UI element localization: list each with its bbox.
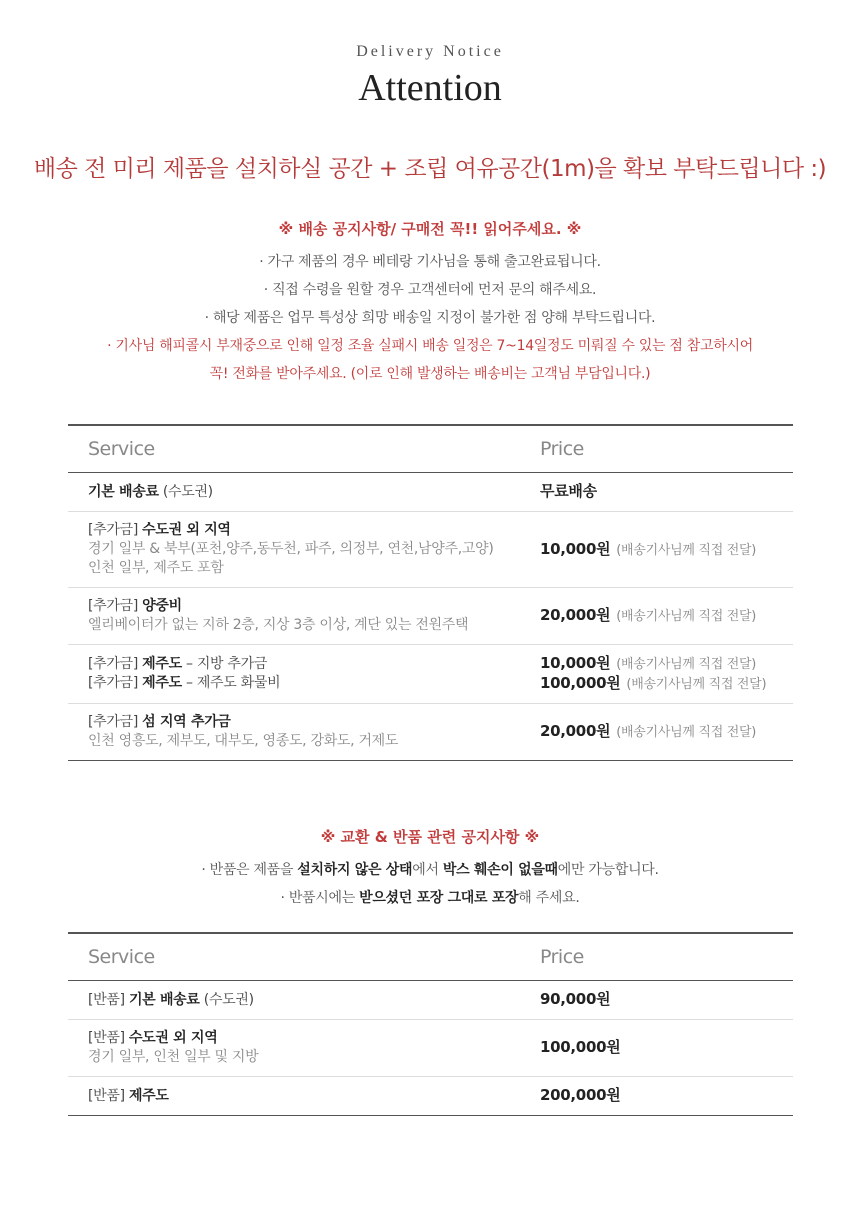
page-title: Attention xyxy=(358,67,502,109)
price-note: (배송기사님께 직접 전달) xyxy=(616,725,757,740)
price-column-header: Price xyxy=(540,933,793,981)
return-price-table xyxy=(68,932,793,1116)
service-description: 인천 영흥도, 제부도, 대부도, 영종도, 강화도, 거제도 xyxy=(88,733,399,749)
service-tag: [반품] xyxy=(88,1087,129,1104)
price-cell xyxy=(540,588,793,645)
headline-notice: 배송 전 미리 제품을 설치하실 공간 + 조립 여유공간(1m)을 확보 부탁드립니다 :) xyxy=(33,156,827,182)
table-header-row xyxy=(68,933,793,981)
price-amount: 200,000원 xyxy=(540,1086,621,1104)
table-row xyxy=(68,704,793,761)
service-name: 수도권 외 지역 xyxy=(142,522,231,538)
notice-emphasis: 받으셨던 포장 그대로 포장 xyxy=(359,890,519,906)
service-cell xyxy=(68,588,540,645)
price-cell xyxy=(540,473,793,512)
price-column-header: Price xyxy=(540,425,793,473)
service-name: 양중비 xyxy=(142,598,182,614)
service-cell xyxy=(68,981,540,1020)
table-row xyxy=(68,473,793,512)
price-cell xyxy=(540,981,793,1020)
return-notice xyxy=(0,826,860,912)
delivery-price-table xyxy=(68,424,793,761)
price-note: (배송기사님께 직접 전달) xyxy=(626,677,767,692)
service-tag: [추가금] xyxy=(88,656,143,672)
table-row xyxy=(68,981,793,1020)
service-cell xyxy=(68,473,540,512)
price-amount: 100,000원 xyxy=(540,674,621,692)
notice-emphasis: 박스 훼손이 없을때 xyxy=(442,862,558,878)
table-row xyxy=(68,512,793,588)
price-amount: 10,000원 xyxy=(540,539,611,558)
price-note: (배송기사님께 직접 전달) xyxy=(616,657,757,672)
service-name: 제주도 xyxy=(142,656,182,672)
delivery-notice xyxy=(0,218,860,388)
service-name: 수도권 외 지역 xyxy=(128,1030,218,1046)
service-tag: [추가금] xyxy=(88,714,143,730)
service-description: 인천 일부, 제주도 포함 xyxy=(88,560,224,576)
notice-text: · 반품시에는 xyxy=(280,890,360,906)
table-row xyxy=(68,1077,793,1116)
table-row xyxy=(68,645,793,704)
notice-line: · 해당 제품은 업무 특성상 희망 배송일 지정이 불가한 점 양해 부탁드립니다. xyxy=(204,310,656,326)
price-cell xyxy=(540,704,793,761)
price-note: (배송기사님께 직접 전달) xyxy=(616,609,757,624)
service-name: 기본 배송료 xyxy=(128,991,200,1008)
service-suffix: – 지방 추가금 xyxy=(181,656,268,672)
price-amount: 20,000원 xyxy=(540,606,611,624)
service-tag: [반품] xyxy=(88,991,129,1008)
notice-text: 에만 가능합니다. xyxy=(557,862,659,878)
notice-line: · 직접 수령을 원할 경우 고객센터에 먼저 문의 해주세요. xyxy=(263,282,597,298)
price-amount: 10,000원 xyxy=(540,654,611,672)
table-header-row xyxy=(68,425,793,473)
service-cell xyxy=(68,1077,540,1116)
service-column-header: Service xyxy=(68,425,540,473)
service-suffix: – 제주도 화물비 xyxy=(181,675,281,691)
table-row xyxy=(68,588,793,645)
delivery-notice-heading: ※ 배송 공지사항/ 구매전 꼭!! 읽어주세요. ※ xyxy=(278,220,582,238)
price-line xyxy=(540,654,793,674)
notice-text: 에서 xyxy=(412,862,443,878)
price-cell xyxy=(540,512,793,588)
price-cell xyxy=(540,645,793,704)
service-column-header: Service xyxy=(68,933,540,981)
service-cell xyxy=(68,512,540,588)
notice-line-warning: 꼭! 전화를 받아주세요. (이로 인해 발생하는 배송비는 고객님 부담입니다.) xyxy=(209,366,651,382)
eyebrow-label: Delivery Notice xyxy=(356,43,504,60)
service-line xyxy=(88,674,540,693)
notice-text: 해 주세요. xyxy=(518,890,580,906)
service-name: 섬 지역 추가금 xyxy=(142,714,231,730)
service-tag: [반품] xyxy=(88,1030,129,1046)
notice-text: · 반품은 제품을 xyxy=(201,862,298,878)
price-amount: 20,000원 xyxy=(540,722,611,740)
service-line xyxy=(88,655,540,674)
price-line xyxy=(540,674,793,694)
service-description: 경기 일부 & 북부(포천,양주,동두천, 파주, 의정부, 연천,남양주,고양) xyxy=(88,541,494,557)
price-amount: 100,000원 xyxy=(540,1038,621,1056)
service-tag: [추가금] xyxy=(88,598,143,614)
service-suffix: (수도권) xyxy=(199,991,254,1008)
price-cell xyxy=(540,1020,793,1077)
table-row xyxy=(68,1020,793,1077)
service-name: 제주도 xyxy=(128,1087,169,1104)
service-tag: [추가금] xyxy=(88,522,143,538)
notice-line: · 가구 제품의 경우 베테랑 기사님을 통해 출고완료됩니다. xyxy=(259,254,601,270)
price-amount: 무료배송 xyxy=(540,482,597,500)
notice-line-warning: · 기사님 해피콜시 부재중으로 인해 일정 조율 실패시 배송 일정은 7~14일정도 미뤄질 수 있는 점 참고하시어 xyxy=(107,338,753,354)
service-suffix: (수도권) xyxy=(158,483,213,500)
price-amount: 90,000원 xyxy=(540,990,611,1008)
price-note: (배송기사님께 직접 전달) xyxy=(616,542,757,558)
return-notice-heading: ※ 교환 & 반품 관련 공지사항 ※ xyxy=(320,828,540,846)
notice-emphasis: 설치하지 않은 상태 xyxy=(297,862,413,878)
service-name: 제주도 xyxy=(142,675,182,691)
price-cell xyxy=(540,1077,793,1116)
service-description: 엘리베이터가 없는 지하 2층, 지상 3층 이상, 계단 있는 전원주택 xyxy=(88,617,469,633)
service-tag: [추가금] xyxy=(88,675,143,691)
service-cell xyxy=(68,704,540,761)
notice-line xyxy=(0,884,860,912)
service-description: 경기 일부, 인천 일부 및 지방 xyxy=(88,1049,259,1065)
notice-line xyxy=(0,856,860,884)
service-cell xyxy=(68,645,540,704)
service-cell xyxy=(68,1020,540,1077)
service-name: 기본 배송료 xyxy=(88,483,159,500)
